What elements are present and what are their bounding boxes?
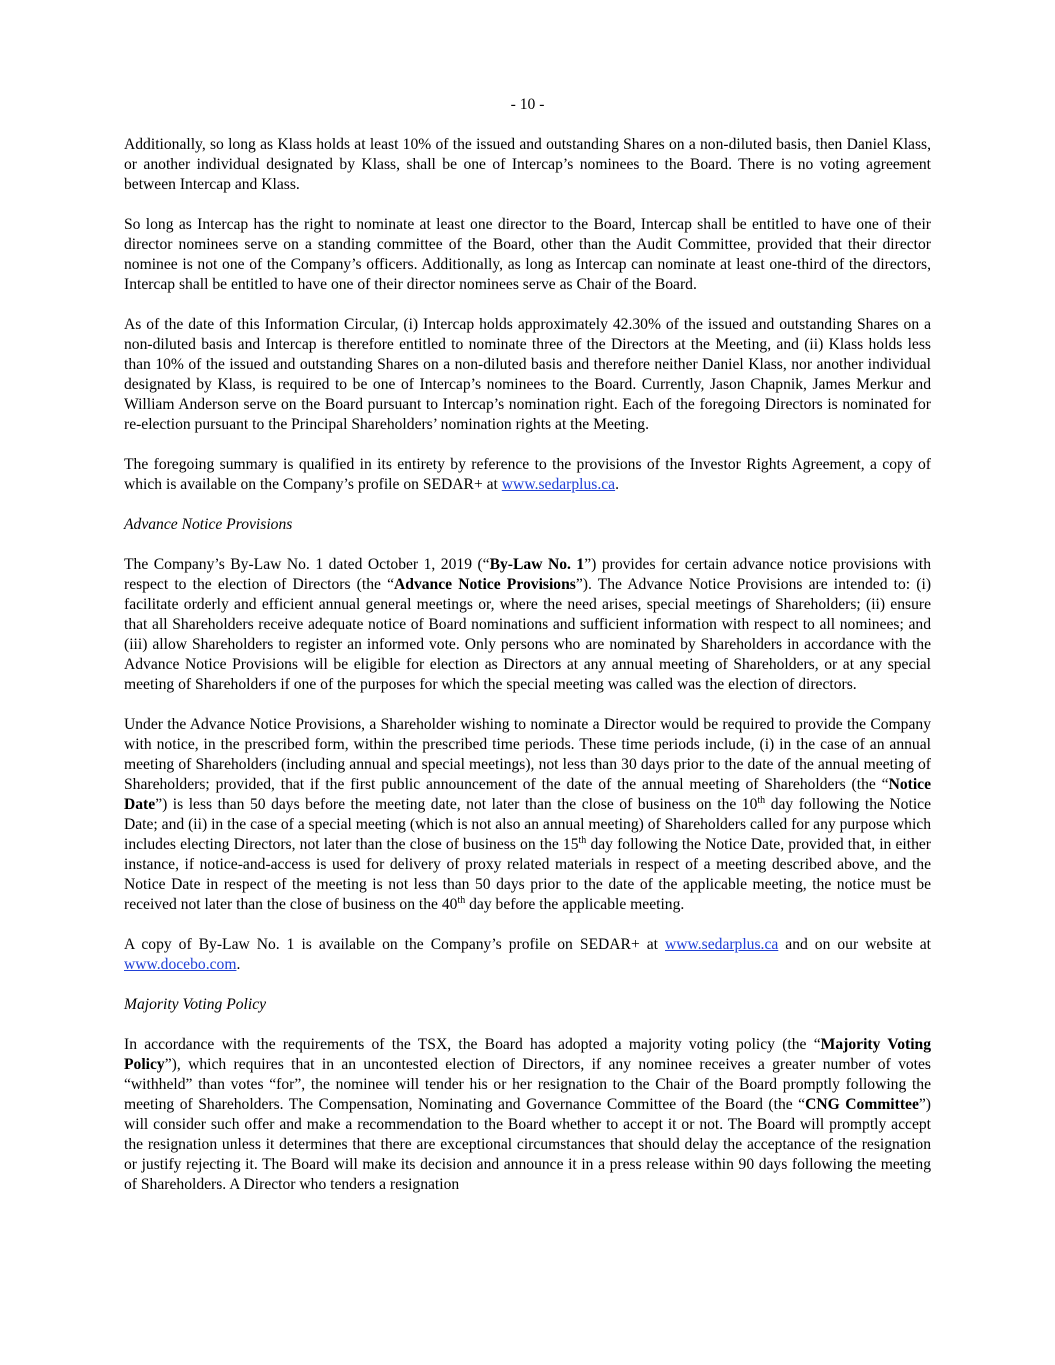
heading-advance-notice: Advance Notice Provisions bbox=[124, 516, 293, 533]
term-cng-committee: CNG Committee bbox=[805, 1096, 919, 1113]
docebo-link[interactable]: www.docebo.com bbox=[124, 956, 237, 973]
term-advance-notice-provisions: Advance Notice Provisions bbox=[394, 576, 576, 593]
paragraph-bylaw-copy: A copy of By-Law No. 1 is available on the Company’s profile on SEDAR+ at www.sedarplus.ca and on our website at www.docebo.com. bbox=[124, 936, 931, 973]
paragraph-klass-nominee: Additionally, so long as Klass holds at least 10% of the issued and outstanding Shares on a non-diluted basis, then Daniel Klass, or another individual designated by Klass, shall be one of Intercap’s nominees to the Board. There is no voting agreement between Intercap and Klass. bbox=[124, 136, 931, 193]
term-notice-date: Notice Date bbox=[124, 776, 931, 813]
paragraph-bylaw: The Company’s By-Law No. 1 dated October 1, 2019 (“By-Law No. 1”) provides for certain advance notice provisions with respect to the election of Directors (the “Advance Notice Provisions”). The Advance Notice Provisions are intended to: (i) facilitate orderly and efficient annual general meetings or, where the need arises, special meetings of Shareholders; (ii) ensure that all Shareholders receive adequate notice of Board nominations and sufficient information with respect to all nominees; and (iii) allow Shareholders to register an informed vote. Only persons who are nominated by Shareholders in accordance with the Advance Notice Provisions will be eligible for election as Directors at any annual meeting of Shareholders, or at any special meeting of Shareholders if one of the purposes for which the special meeting was called was the election of directors. bbox=[124, 556, 932, 693]
term-bylaw-no-1: By-Law No. 1 bbox=[489, 556, 585, 573]
paragraph-summary-qualified: The foregoing summary is qualified in its entirety by reference to the provisions of the Investor Rights Agreement, a copy of which is available on the Company’s profile on SEDAR+ at www.sedarplus.ca. bbox=[124, 456, 931, 493]
page-number: - 10 - bbox=[510, 96, 545, 113]
term-majority-voting-policy: Majority Voting Policy bbox=[124, 1036, 931, 1073]
sedarplus-link-2[interactable]: www.sedarplus.ca bbox=[664, 936, 779, 953]
paragraph-notice-periods: Under the Advance Notice Provisions, a Shareholder wishing to nominate a Director would be required to provide the Company with notice, in the prescribed form, within the prescribed time periods. These time periods include, (i) in the case of an annual meeting of Shareholders (including annual and special meetings), not less than 30 days prior to the date of the annual meeting of Shareholders; provided, that if the first public announcement of the date of the annual meeting of Shareholders (the “Notice Date”) is less than 50 days before the meeting date, not later than the close of business on the 10th day following the Notice Date; and (ii) in the case of a special meeting (which is not also an annual meeting) of Shareholders called for any purpose which includes electing Directors, not later than the close of business on the 15th day following the Notice Date, provided that, in either instance, if notice-and-access is used for delivery of proxy related materials in respect of a meeting described above, and the Notice Date in respect of the meeting is not less than 50 days prior to the date of the applicable meeting, the notice must be received not later than the close of business on the 40th day before the applicable meeting. bbox=[124, 716, 931, 913]
document-body bbox=[124, 135, 931, 1215]
paragraph-intercap-holdings: As of the date of this Information Circular, (i) Intercap holds approximately 42.30% of the issued and outstanding Shares on a non-diluted basis and Intercap is therefore entitled to nominate three of the Directors at the Meeting, and (ii) Klass holds less than 10% of the issued and outstanding Shares on a non-diluted basis and therefore neither Daniel Klass, nor another individual designated by Klass, is required to be one of Intercap’s nominees to the Board. Currently, Jason Chapnik, James Merkur and William Anderson serve on the Board pursuant to Intercap’s nomination right. Each of the foregoing Directors is nominated for re-election pursuant to the Principal Shareholders’ nomination rights at the Meeting. bbox=[124, 316, 931, 433]
paragraph-committee-rights: So long as Intercap has the right to nominate at least one director to the Board, Intercap shall be entitled to have one of their director nominees serve on a standing committee of the Board, other than the Audit Committee, provided that their director nominee is not one of the Company’s officers. Additionally, as long as Intercap can nominate at least one-third of the directors, Intercap shall be entitled to have one of their director nominees serve as Chair of the Board. bbox=[124, 216, 931, 293]
paragraph-majority-voting: In accordance with the requirements of the TSX, the Board has adopted a majority voting policy (the “Majority Voting Policy”), which requires that in an uncontested election of Directors, if any nominee receives a greater number of votes “withheld” than votes “for”, the nominee will tender his or her resignation to the Chair of the Board promptly following the meeting of Shareholders. The Compensation, Nominating and Governance Committee of the Board (the “CNG Committee”) will consider such offer and make a recommendation to the Board whether to accept it or not. The Board will promptly accept the resignation unless it determines that there are exceptional circumstances that should delay the acceptance of the resignation or justify rejecting it. The Board will make its decision and announce it in a press release within 90 days following the meeting of Shareholders. A Director who tenders a resignation bbox=[124, 1036, 931, 1193]
sedarplus-link[interactable]: www.sedarplus.ca bbox=[501, 476, 616, 493]
heading-majority-voting: Majority Voting Policy bbox=[124, 996, 267, 1013]
